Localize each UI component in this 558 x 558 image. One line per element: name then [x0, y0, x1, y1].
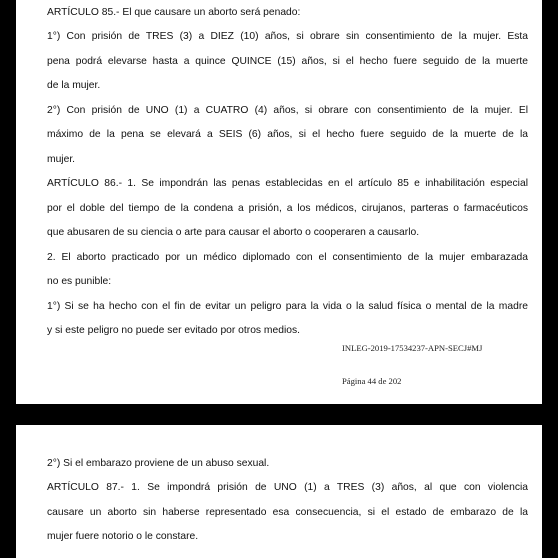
document-page-45 [16, 425, 542, 558]
text-line: de la mujer. [47, 80, 101, 91]
article-87-heading: ARTÍCULO 87.- 1. Se impondrá prisión de UNO (1) a TRES (3) años, al que con violencia [47, 482, 528, 493]
text-line: 1°) Con prisión de TRES (3) a DIEZ (10) años, si obrare sin consentimiento de la mujer. Esta [47, 31, 528, 42]
document-page-44 [16, 0, 542, 404]
text-line: 2°) Con prisión de UNO (1) a CUATRO (4) años, si obrare con consentimiento de la mujer. El [47, 105, 528, 116]
text-line: que abusaren de su ciencia o arte para causar el aborto o cooperaren a causarlo. [47, 227, 420, 238]
text-line: 1°) Si se ha hecho con el fin de evitar un peligro para la vida o la salud física o mental de la madre [47, 301, 528, 312]
text-line: por el doble del tiempo de la condena a prisión, a los médicos, cirujanos, parteras o farmacéuticos [47, 203, 528, 214]
text-line: no es punible: [47, 276, 112, 287]
page-number: Página 44 de 202 [342, 376, 402, 386]
article-86-heading: ARTÍCULO 86.- 1. Se impondrán las penas establecidas en el artículo 85 e inhabilitación especial [47, 178, 528, 189]
text-line: mujer. [47, 154, 76, 165]
text-line: 2°) Si el embarazo proviene de un abuso sexual. [47, 458, 270, 469]
text-line: 2. El aborto practicado por un médico diplomado con el consentimiento de la mujer embarazada [47, 252, 528, 263]
text-line: pena podrá elevarse hasta a quince QUINCE (15) años, si el hecho fuere seguido de la muerte [47, 56, 528, 67]
text-line: y si este peligro no puede ser evitado por otros medios. [47, 325, 300, 336]
document-reference: INLEG-2019-17534237-APN-SECJ#MJ [342, 343, 483, 353]
article-85-heading: ARTÍCULO 85.- El que causare un aborto será penado: [47, 7, 301, 18]
text-line: mujer fuere notorio o le constare. [47, 531, 199, 542]
text-line: causare un aborto sin haberse representado esa consecuencia, si el estado de embarazo de la [47, 507, 528, 518]
text-line: máximo de la pena se elevará a SEIS (6) años, si el hecho fuere seguido de la muerte de la [47, 129, 528, 140]
